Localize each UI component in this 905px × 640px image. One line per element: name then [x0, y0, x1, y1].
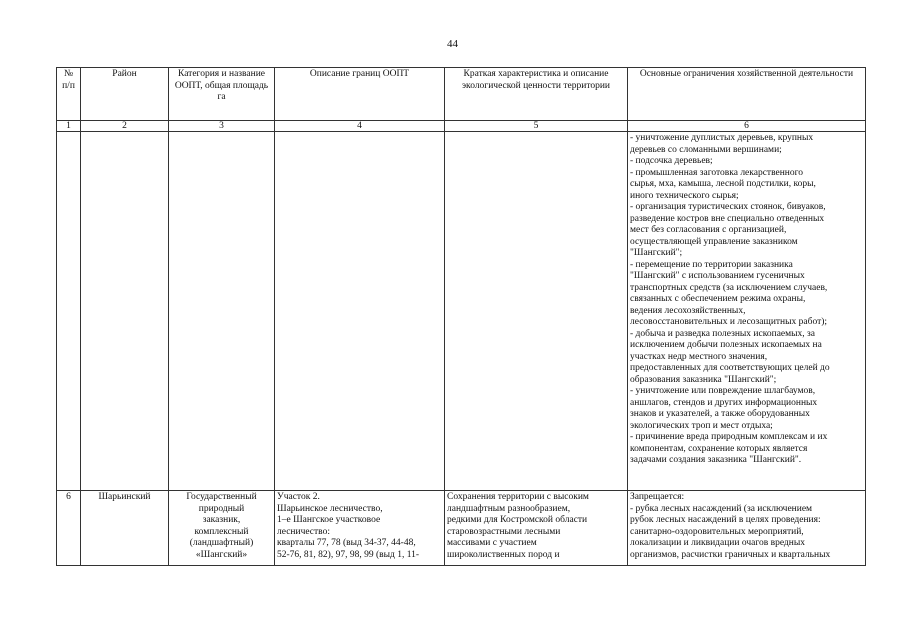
text-line: экологических троп и мест отдыха; [630, 420, 773, 431]
text-line: "Шангский"; [630, 248, 683, 258]
text-line: (ландшафтный) [189, 538, 254, 548]
text-line: транспортных средств (за исключением случаев, [630, 282, 828, 293]
text-line: массивами с участием [447, 538, 537, 548]
text-line: - причинение вреда природным комплексам и их [630, 432, 828, 442]
column-number: 5 [445, 121, 628, 132]
column-number-row [57, 121, 866, 132]
column-number: 3 [169, 121, 275, 132]
column-number: 6 [628, 121, 866, 132]
category-text [171, 492, 272, 561]
text-line: рубок лесных насаждений в целях проведения: [630, 515, 821, 525]
characteristics-text [447, 492, 625, 561]
cell-empty [445, 132, 628, 491]
text-line: заказник, [202, 515, 241, 525]
text-line: осуществляющей управление заказником [630, 236, 798, 247]
text-line: - организация туристических стоянок, бивуаков, [630, 202, 826, 212]
category-cell [169, 491, 275, 566]
row-number: 6 [57, 491, 81, 566]
restrictions-text [630, 133, 863, 467]
text-line: Шарьинское лесничество, [277, 503, 383, 514]
text-line: старовозрастными лесными [447, 526, 561, 537]
text-line: - уничтожение дуплистых деревьев, крупных [630, 133, 814, 143]
text-line: 52-76, 81, 82), 97, 98, 99 (выд 1, 11- [277, 549, 420, 560]
text-line: сырья, мха, камыша, лесной подстилки, коры, [630, 179, 816, 189]
text-line: - добыча и разведка полезных ископаемых, за [630, 328, 815, 339]
restrictions-text [630, 492, 863, 561]
text-line: компонентам, сохранение которых является [630, 443, 808, 454]
cell-empty [275, 132, 445, 491]
text-line: Участок 2. [277, 492, 320, 502]
table-row [57, 491, 866, 566]
text-line: широколиственных пород и [447, 549, 560, 560]
protected-areas-table [56, 67, 866, 566]
column-number: 1 [57, 121, 81, 132]
text-line: - рубка лесных насаждений (за исключением [630, 503, 813, 514]
text-line: санитарно-оздоровительных мероприятий, [630, 526, 804, 537]
text-line: лесовосстановительных и лесозащитных работ); [630, 317, 828, 327]
text-line: - уничтожение или повреждение шлагбаумов, [630, 386, 816, 396]
text-line: ландшафтным разнообразием, [447, 503, 571, 514]
text-line: аншлагов, стендов и других информационных [630, 397, 818, 408]
text-line: "Шангский" с использованием гусеничных [630, 271, 805, 281]
text-line: задачами создания заказника "Шангский". [630, 455, 802, 465]
table-row [57, 132, 866, 491]
boundaries-cell [275, 491, 445, 566]
boundaries-text [277, 492, 442, 561]
text-line: деревьев со сломанными вершинами; [630, 144, 782, 155]
characteristics-cell [445, 491, 628, 566]
cell-empty [57, 132, 81, 491]
text-line: иного технического сырья; [630, 190, 739, 201]
text-line: Сохранения территории с высоким [447, 492, 589, 502]
text-line: Государственный [186, 492, 257, 502]
text-line: - перемещение по территории заказника [630, 259, 793, 270]
district-cell: Шарьинский [81, 491, 169, 566]
text-line: исключением добычи полезных ископаемых на [630, 340, 822, 350]
text-line: предоставленных для соответствующих целей до [630, 363, 830, 373]
text-line: разведение костров вне специально отведенных [630, 213, 825, 224]
text-line: знаков и указателей, а также оборудованных [630, 409, 810, 419]
text-line: лесничество: [277, 526, 330, 537]
header-category: Категория и название ООПТ, общая площадь га [169, 68, 275, 121]
page-number: 44 [447, 38, 458, 50]
header-boundaries: Описание границ ООПТ [275, 68, 445, 121]
text-line: образования заказника "Шангский"; [630, 374, 777, 385]
text-line: мест без согласования с организацией, [630, 225, 787, 235]
cell-empty [81, 132, 169, 491]
text-line: ведения лесохозяйственных, [630, 305, 746, 316]
text-line: «Шангский» [195, 549, 248, 560]
text-line: связанных с обеспечением режима охраны, [630, 294, 806, 304]
header-number: № п/п [57, 68, 81, 121]
text-line: участках недр местного значения, [630, 351, 768, 362]
header-restrictions: Основные ограничения хозяйственной деятельности [628, 68, 866, 121]
table-header-row [57, 68, 866, 121]
cell-empty [169, 132, 275, 491]
column-number: 2 [81, 121, 169, 132]
header-district: Район [81, 68, 169, 121]
text-line: 1–е Шангское участковое [277, 515, 381, 525]
text-line: редкими для Костромской области [447, 515, 588, 525]
text-line: кварталы 77, 78 (выд 34-37, 44-48, [277, 538, 416, 548]
text-line: Запрещается: [630, 492, 685, 502]
restrictions-cell [628, 491, 866, 566]
restrictions-cell [628, 132, 866, 491]
text-line: локализации и ликвидации очагов вредных [630, 538, 805, 548]
column-number: 4 [275, 121, 445, 132]
text-line: - подсочка деревьев; [630, 156, 713, 166]
text-line: - промышленная заготовка лекарственного [630, 167, 804, 178]
text-line: природный [198, 503, 245, 514]
text-line: организмов, расчистки граничных и квартальных [630, 549, 831, 560]
text-line: комплексный [194, 526, 249, 537]
header-characteristics: Краткая характеристика и описание экологической ценности территории [445, 68, 628, 121]
